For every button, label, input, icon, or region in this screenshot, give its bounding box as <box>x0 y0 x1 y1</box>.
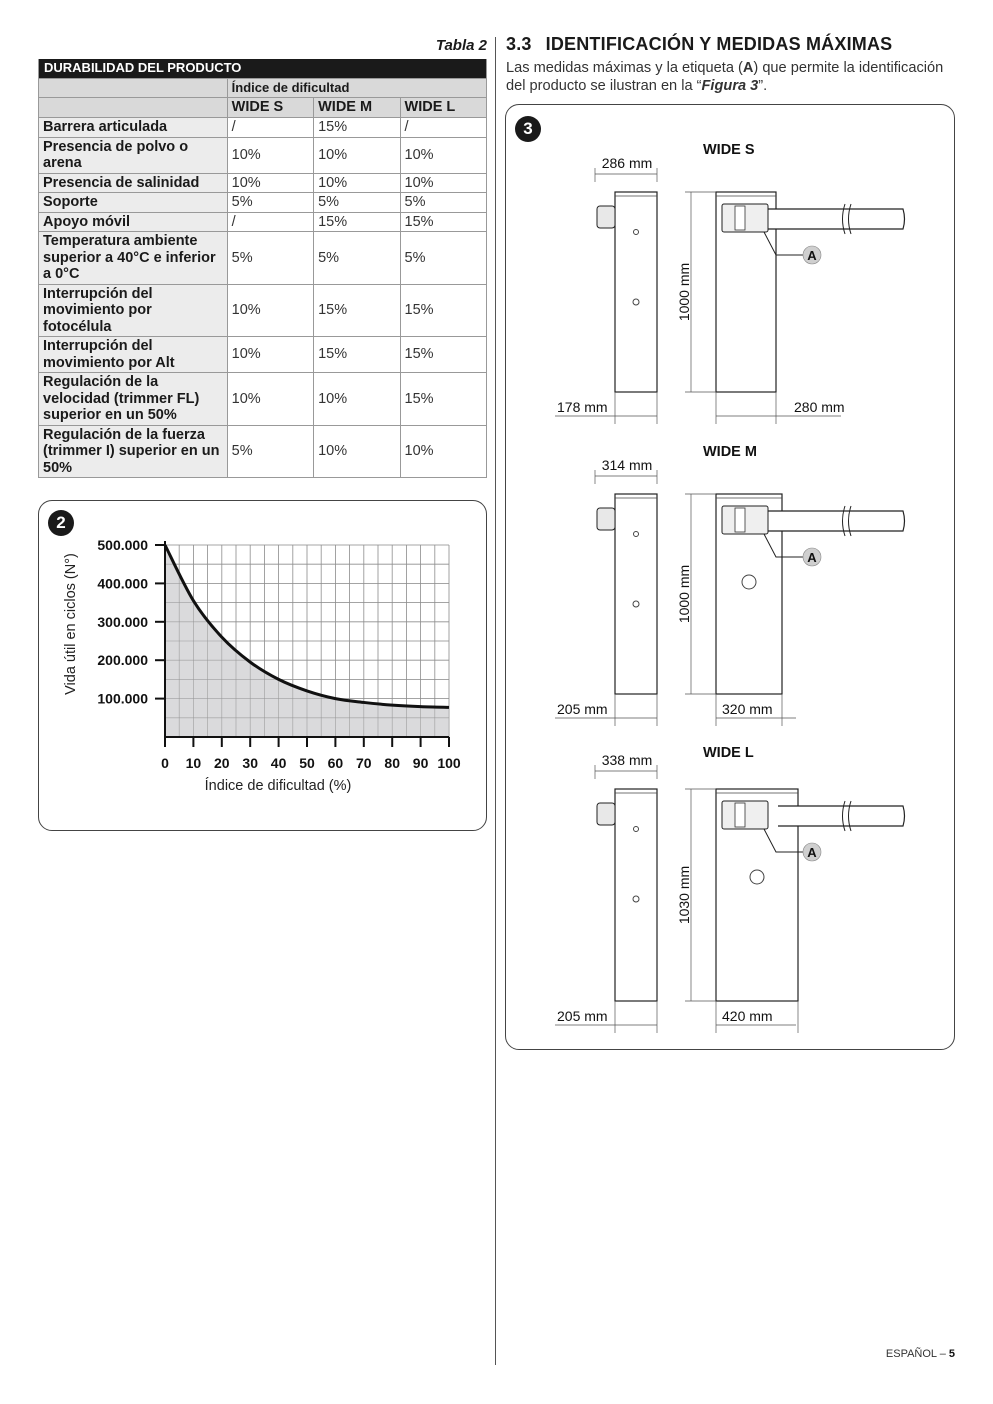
boom-arm <box>778 806 905 826</box>
intro-text: ) que permite la identificación del producto se ilustran en la “ <box>506 60 944 94</box>
cell-value: 10% <box>400 173 486 193</box>
section-intro <box>506 59 961 95</box>
cell-value: / <box>400 118 486 138</box>
x-tick-label: 0 <box>161 755 169 771</box>
x-tick-label: 50 <box>299 755 315 771</box>
width-top-label: 338 mm <box>601 752 653 768</box>
y-tick-label: 200.000 <box>97 652 148 669</box>
cell-value: 10% <box>227 337 313 373</box>
identification-label <box>735 508 745 532</box>
y-tick-label: 300.000 <box>97 613 148 630</box>
cell-value: 15% <box>314 118 400 138</box>
cell-value: 5% <box>227 193 313 213</box>
width-top-label: 286 mm <box>601 155 653 171</box>
cell-value: 10% <box>400 137 486 173</box>
side-view-arm-hub <box>597 206 615 228</box>
table-row <box>39 212 487 232</box>
cell-value: 15% <box>400 284 486 337</box>
figure-2-badge: 2 <box>48 510 74 536</box>
side-view-body <box>615 789 657 1001</box>
table-header-empty <box>39 98 228 118</box>
front-width-label: 280 mm <box>794 399 845 415</box>
row-label: Presencia de salinidad <box>39 173 228 193</box>
model-name: WIDE M <box>703 444 757 460</box>
row-label: Interrupción del movimiento por fotocélula <box>39 284 228 337</box>
durability-table <box>38 59 487 478</box>
x-tick-label: 80 <box>384 755 400 771</box>
identification-label <box>735 206 745 230</box>
durability-chart <box>38 500 487 831</box>
x-tick-label: 20 <box>214 755 230 771</box>
cell-value: 5% <box>227 232 313 285</box>
x-tick-label: 90 <box>412 755 429 771</box>
row-label: Barrera articulada <box>39 118 228 138</box>
model-name: WIDE S <box>703 142 755 158</box>
table-group-header: Índice de dificultad <box>227 78 486 98</box>
chart-y-ticks <box>97 537 165 707</box>
section-heading: IDENTIFICACIÓN Y MEDIDAS MÁXIMAS <box>545 34 893 54</box>
side-view-body <box>615 494 657 694</box>
row-label: Interrupción del movimiento por Alt <box>39 337 228 373</box>
row-label: Presencia de polvo o arena <box>39 137 228 173</box>
x-tick-label: 100 <box>437 755 461 771</box>
cell-value: 10% <box>314 373 400 426</box>
side-view-arm-hub <box>597 803 615 825</box>
cell-value: 15% <box>314 212 400 232</box>
footer-language: ESPAÑOL – <box>885 1348 949 1360</box>
cell-value: 10% <box>227 373 313 426</box>
column-header: WIDE M <box>314 98 400 118</box>
figure-3-badge: 3 <box>515 116 541 142</box>
section-number: 3.3 <box>506 34 532 54</box>
row-label: Regulación de la velocidad (trimmer FL) superior en un 50% <box>39 373 228 426</box>
y-tick-label: 400.000 <box>97 575 148 592</box>
row-label: Soporte <box>39 193 228 213</box>
x-tick-label: 30 <box>242 755 258 771</box>
table-row <box>39 284 487 337</box>
x-tick-label: 40 <box>270 755 287 771</box>
identification-label <box>735 803 745 827</box>
boom-arm <box>756 209 905 229</box>
cell-value: 10% <box>314 137 400 173</box>
cell-value: 15% <box>400 373 486 426</box>
row-label: Regulación de la fuerza (trimmer I) superior en un 50% <box>39 425 228 478</box>
height-label: 1030 mm <box>676 865 692 925</box>
depth-bottom-label: 205 mm <box>557 701 608 717</box>
cell-value: 10% <box>227 284 313 337</box>
column-divider <box>495 37 496 1365</box>
table-row <box>39 173 487 193</box>
cell-value: 5% <box>314 232 400 285</box>
intro-text: ”. <box>758 78 768 94</box>
table-header-empty <box>39 78 228 98</box>
page-footer <box>886 1348 955 1360</box>
cell-value: 10% <box>314 425 400 478</box>
label-a-text: A <box>807 248 817 263</box>
x-tick-label: 10 <box>185 755 202 771</box>
label-a-text: A <box>807 845 817 860</box>
cell-value: 15% <box>400 337 486 373</box>
section-title <box>506 34 892 55</box>
cell-value: 10% <box>227 173 313 193</box>
table-row <box>39 337 487 373</box>
label-a-text: A <box>807 550 817 565</box>
cell-value: 10% <box>314 173 400 193</box>
cell-value: 15% <box>400 212 486 232</box>
x-tick-label: 70 <box>356 755 372 771</box>
model-wide-m <box>555 444 905 726</box>
front-width-label: 420 mm <box>722 1008 773 1024</box>
x-tick-label: 60 <box>327 755 344 771</box>
cell-value: 5% <box>227 425 313 478</box>
cell-value: / <box>227 118 313 138</box>
side-view-body <box>615 192 657 392</box>
table-row <box>39 193 487 213</box>
intro-text: Las medidas máximas y la etiqueta ( <box>506 60 743 76</box>
table-row <box>39 137 487 173</box>
model-drawings <box>555 142 905 1033</box>
cell-value: 10% <box>400 425 486 478</box>
cell-value: 5% <box>314 193 400 213</box>
front-width-label: 320 mm <box>722 701 773 717</box>
table-row <box>39 373 487 426</box>
chart-y-label: Vida útil en ciclos (N°) <box>63 553 79 695</box>
chart-x-ticks <box>161 737 461 771</box>
chart-x-label: Índice de dificultad (%) <box>204 778 352 794</box>
column-header: WIDE L <box>400 98 486 118</box>
cell-value: 15% <box>314 284 400 337</box>
table-row <box>39 425 487 478</box>
cell-value: 5% <box>400 232 486 285</box>
intro-bold-a: A <box>742 60 754 76</box>
model-wide-l <box>555 745 905 1033</box>
cell-value: 15% <box>314 337 400 373</box>
table-body <box>39 118 487 478</box>
row-label: Temperatura ambiente superior a 40°C e inferior a 0°C <box>39 232 228 285</box>
table-row <box>39 118 487 138</box>
table-caption: Tabla 2 <box>435 37 487 54</box>
table-row <box>39 232 487 285</box>
cell-value: 5% <box>400 193 486 213</box>
side-view-arm-hub <box>597 508 615 530</box>
cell-value: 10% <box>227 137 313 173</box>
cell-value: / <box>227 212 313 232</box>
depth-bottom-label: 205 mm <box>557 1008 608 1024</box>
model-name: WIDE L <box>703 745 754 761</box>
height-label: 1000 mm <box>676 564 692 624</box>
intro-figure-ref: Figura 3 <box>701 78 759 94</box>
chart-grid-overlay <box>165 545 449 737</box>
dimensions-figure <box>505 104 955 1050</box>
depth-bottom-label: 178 mm <box>557 399 608 415</box>
height-label: 1000 mm <box>676 262 692 322</box>
column-header: WIDE S <box>227 98 313 118</box>
table-title: DURABILIDAD DEL PRODUCTO <box>39 59 487 78</box>
page-number: 5 <box>948 1348 955 1360</box>
row-label: Apoyo móvil <box>39 212 228 232</box>
model-wide-s <box>555 142 905 424</box>
width-top-label: 314 mm <box>601 457 653 473</box>
boom-arm <box>762 511 905 531</box>
y-tick-label: 500.000 <box>97 537 148 553</box>
y-tick-label: 100.000 <box>97 690 148 707</box>
